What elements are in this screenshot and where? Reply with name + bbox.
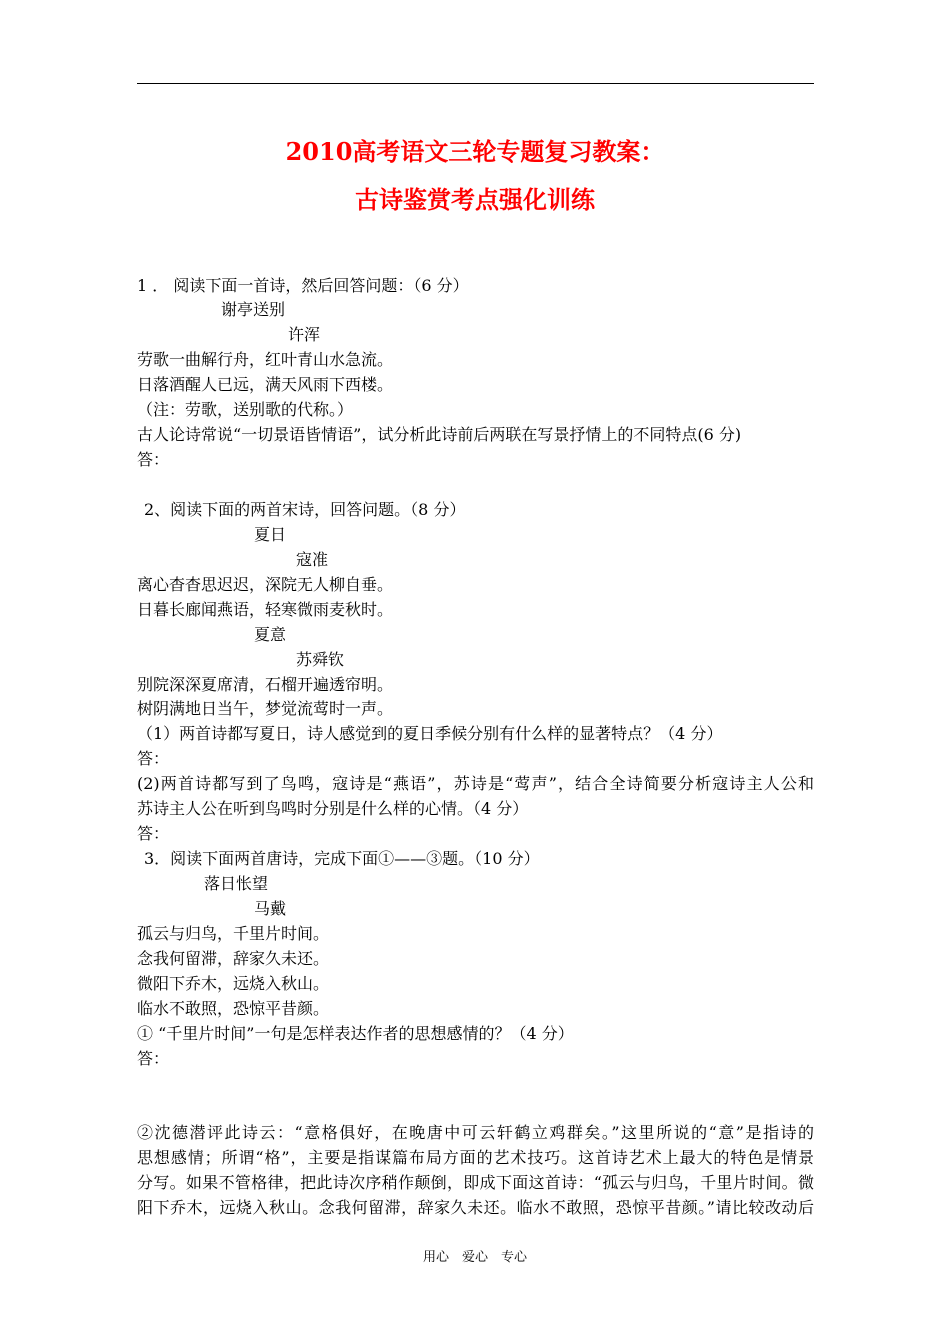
q2-poem2-line: 别院深深夏席清，石榴开遍透帘明。 — [137, 674, 394, 694]
q3-sub1-question: ① “千里片时间”一句是怎样表达作者的思想感情的？（4 分） — [137, 1023, 574, 1043]
blank-line — [137, 1096, 814, 1121]
q3-sub2-text-line: 思想感情；所谓“格”，主要是指谋篇布局方面的艺术技巧。这首诗艺术上最大的特色是情景 — [137, 1148, 814, 1168]
q1-question: 古人论诗常说“一切景语皆情语”，试分析此诗前后两联在写景抒情上的不同特点(6 分) — [137, 425, 742, 445]
title-line-2: 古诗鉴赏考点强化训练 — [355, 185, 595, 214]
q2-poem2-author: 苏舜钦 — [296, 649, 345, 669]
q2-poem1-author: 寇准 — [296, 549, 329, 569]
q3-poem-line: 临水不敢照，恐惊平昔颜。 — [137, 998, 330, 1018]
title-line-1: 2010高考语文三轮专题复习教案： — [285, 137, 665, 166]
blank-line — [137, 473, 814, 498]
q2-poem1-title: 夏日 — [254, 524, 287, 544]
q2-heading: 2、阅读下面的两首宋诗，回答问题。（8 分） — [144, 499, 466, 519]
q2-sub2-question-line: (2)两首诗都写到了鸟鸣，寇诗是“燕语”，苏诗是“莺声”，结合全诗简要分析寇诗主人公和 — [137, 774, 814, 794]
q1-poem-line: 日落酒醒人已远，满天风雨下西楼。 — [137, 375, 394, 395]
q1-poem-author: 许浑 — [288, 325, 321, 345]
q2-poem2-title: 夏意 — [254, 624, 287, 644]
q3-sub2-text-line: 分写。如果不管格律，把此诗次序稍作颠倒，即成下面这首诗：“孤云与归鸟，千里片时间。微 — [137, 1173, 814, 1193]
q3-sub2-text-line: ②沈德潜评此诗云：“意格俱好，在晚唐中可云轩鹤立鸡群矣。”这里所说的“意”是指诗的 — [137, 1123, 814, 1143]
blank-line — [137, 1072, 814, 1097]
q2-sub1-answer-label: 答： — [137, 749, 170, 769]
footer-motto: 用心 爱心 专心 — [422, 1250, 527, 1265]
q1-heading: 1 ． 阅读下面一首诗，然后回答问题：（6 分） — [137, 275, 469, 295]
q2-sub2-question-line: 苏诗主人公在听到鸟鸣时分别是什么样的心情。（4 分） — [137, 799, 529, 819]
q3-poem-line: 念我何留滞，辞家久未还。 — [137, 948, 330, 968]
q2-sub2-answer-label: 答： — [137, 824, 170, 844]
q3-sub1-answer-label: 答： — [137, 1048, 170, 1068]
q3-heading: 3．阅读下面两首唐诗，完成下面①——③题。（10 分） — [144, 849, 540, 869]
q3-sub2-text-line: 阳下乔木，远烧入秋山。念我何留滞，辞家久未还。临水不敢照，恐惊平昔颜。”请比较改动后 — [137, 1198, 814, 1218]
document-title — [0, 128, 950, 224]
document-body — [137, 274, 814, 1222]
q2-sub1-question: （1）两首诗都写夏日，诗人感觉到的夏日季候分别有什么样的显著特点？（4 分） — [137, 724, 723, 744]
q2-poem1-line: 离心杳杳思迟迟，深院无人柳自垂。 — [137, 574, 394, 594]
q2-poem2-line: 树阴满地日当午，梦觉流莺时一声。 — [137, 699, 394, 719]
q2-poem1-line: 日暮长廊闻燕语，轻寒微雨麦秋时。 — [137, 599, 394, 619]
q3-poem-author: 马戴 — [254, 898, 287, 918]
q3-poem-line: 微阳下乔木，远烧入秋山。 — [137, 973, 330, 993]
q1-poem-line: 劳歌一曲解行舟，红叶青山水急流。 — [137, 350, 394, 370]
header-rule — [137, 83, 814, 84]
q1-poem-title: 谢亭送别 — [221, 300, 286, 320]
q3-poem-title: 落日怅望 — [204, 874, 269, 893]
q1-note: （注：劳歌，送别歌的代称。） — [137, 400, 354, 420]
q1-answer-label: 答： — [137, 450, 170, 470]
q3-poem-line: 孤云与归鸟，千里片时间。 — [137, 923, 330, 943]
